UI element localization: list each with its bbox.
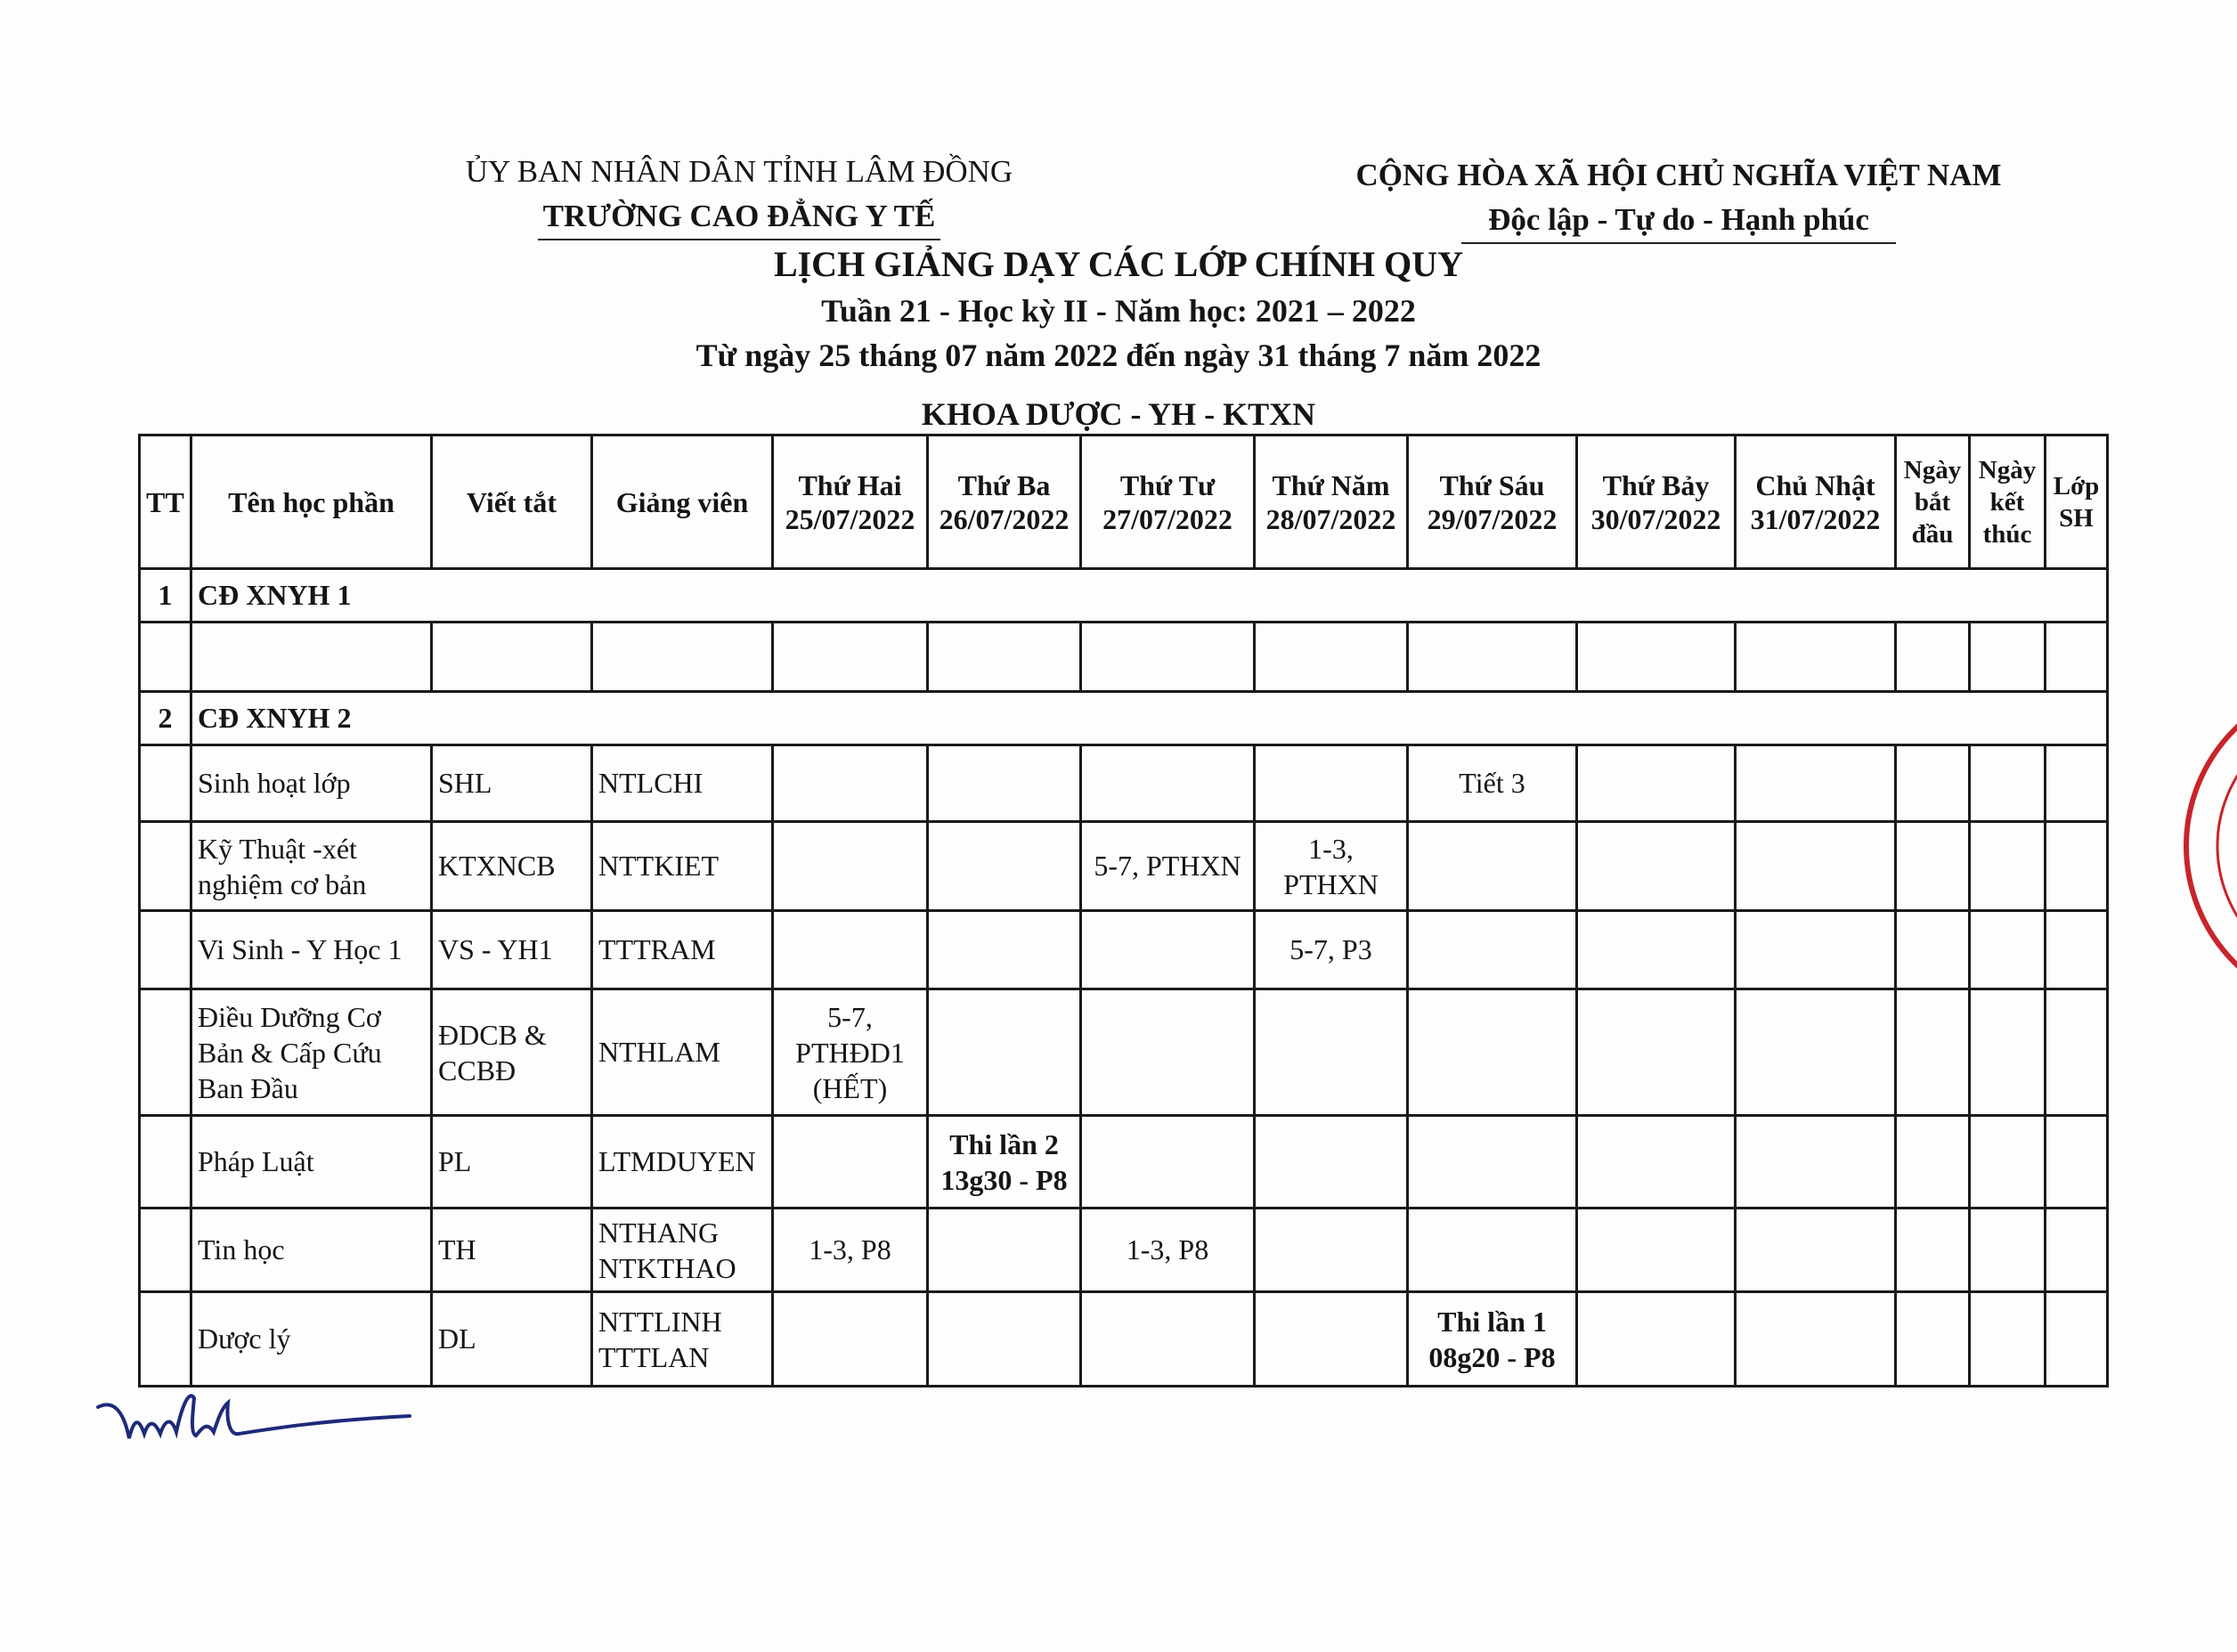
cell-thu: 5-7, P3	[1255, 911, 1408, 989]
cell-fri: Tiết 3	[1408, 745, 1577, 822]
empty-row	[140, 623, 2108, 692]
cell-sun	[1736, 822, 1896, 911]
cell-sat	[1577, 745, 1736, 822]
course-abbr: ĐDCB & CCBĐ	[432, 989, 592, 1116]
cell-sun	[1736, 1208, 1896, 1292]
cell-wed: 1-3, P8	[1081, 1208, 1255, 1292]
group-row	[140, 692, 2108, 745]
cell-fri	[1408, 1208, 1577, 1292]
table-row	[140, 911, 2108, 989]
col-abbr: Viết tắt	[432, 435, 592, 569]
cell-tue	[928, 911, 1081, 989]
cell-tue	[928, 989, 1081, 1116]
lecturer: NTHLAM	[592, 989, 773, 1116]
col-sun: Chủ Nhật 31/07/2022	[1736, 435, 1896, 569]
table-row	[140, 745, 2108, 822]
cell-wed: 5-7, PTHXN	[1081, 822, 1255, 911]
col-thu: Thứ Năm 28/07/2022	[1255, 435, 1408, 569]
course-name: Điều Dưỡng Cơ Bản & Cấp Cứu Ban Đầu	[191, 989, 432, 1116]
cell-sun	[1736, 1292, 1896, 1387]
cell-wed	[1081, 1292, 1255, 1387]
national-header	[1291, 153, 2066, 244]
issuer-header	[374, 150, 1104, 240]
cell-thu	[1255, 745, 1408, 822]
document-title: LỊCH GIẢNG DẠY CÁC LỚP CHÍNH QUY	[773, 244, 1464, 284]
department-name: KHOA DƯỢC - YH - KTXN	[921, 396, 1316, 432]
cell-mon	[773, 1292, 928, 1387]
cell-wed	[1081, 911, 1255, 989]
course-name: Kỹ Thuật -xét nghiệm cơ bản	[191, 822, 432, 911]
cell-mon: 5-7, PTHĐD1 (HẾT)	[773, 989, 928, 1116]
cell-thu	[1255, 1116, 1408, 1208]
col-fri: Thứ Sáu 29/07/2022	[1408, 435, 1577, 569]
table-row	[140, 1208, 2108, 1292]
cell-mon: 1-3, P8	[773, 1208, 928, 1292]
cell-sat	[1577, 1116, 1736, 1208]
cell-fri: Thi lần 1 08g20 - P8	[1408, 1292, 1577, 1387]
cell-thu	[1255, 989, 1408, 1116]
cell-mon	[773, 745, 928, 822]
lecturer: NTHANG NTKTHAO	[592, 1208, 773, 1292]
national-title: CỘNG HÒA XÃ HỘI CHỦ NGHĨA VIỆT NAM	[1355, 158, 2002, 192]
cell-tue: Thi lần 2 13g30 - P8	[928, 1116, 1081, 1208]
course-name: Vi Sinh - Y Học 1	[191, 911, 432, 989]
cell-sat	[1577, 1292, 1736, 1387]
group-number: 2	[140, 692, 191, 745]
cell-sun	[1736, 1116, 1896, 1208]
cell-sun	[1736, 989, 1896, 1116]
course-abbr: KTXNCB	[432, 822, 592, 911]
cell-wed	[1081, 1116, 1255, 1208]
cell-thu	[1255, 1208, 1408, 1292]
stamp-icon	[2173, 659, 2237, 1033]
document-titles	[0, 240, 2237, 436]
cell-sun	[1736, 745, 1896, 822]
col-end-date: Ngày kết thúc	[1970, 435, 2046, 569]
date-range: Từ ngày 25 tháng 07 năm 2022 đến ngày 31 tháng 7 năm 2022	[696, 338, 1541, 373]
course-abbr: SHL	[432, 745, 592, 822]
cell-tue	[928, 745, 1081, 822]
schedule-table	[138, 434, 2109, 1388]
cell-tue	[928, 822, 1081, 911]
issuer-authority: ỦY BAN NHÂN DÂN TỈNH LÂM ĐỒNG	[465, 154, 1013, 189]
lecturer: LTMDUYEN	[592, 1116, 773, 1208]
course-abbr: PL	[432, 1116, 592, 1208]
cell-sat	[1577, 911, 1736, 989]
lecturer: NTTKIET	[592, 822, 773, 911]
col-mon: Thứ Hai 25/07/2022	[773, 435, 928, 569]
signature-icon	[89, 1380, 427, 1461]
course-abbr: VS - YH1	[432, 911, 592, 989]
col-wed: Thứ Tư 27/07/2022	[1081, 435, 1255, 569]
table-row	[140, 1292, 2108, 1387]
cell-fri	[1408, 911, 1577, 989]
table-header-row	[140, 435, 2108, 569]
col-lecturer: Giảng viên	[592, 435, 773, 569]
group-number: 1	[140, 569, 191, 623]
cell-thu: 1-3, PTHXN	[1255, 822, 1408, 911]
cell-tue	[928, 1292, 1081, 1387]
col-course: Tên học phần	[191, 435, 432, 569]
course-name: Pháp Luật	[191, 1116, 432, 1208]
cell-mon	[773, 911, 928, 989]
course-abbr: TH	[432, 1208, 592, 1292]
cell-fri	[1408, 822, 1577, 911]
col-tue: Thứ Ba 26/07/2022	[928, 435, 1081, 569]
cell-sat	[1577, 1208, 1736, 1292]
table-row	[140, 822, 2108, 911]
cell-sun	[1736, 911, 1896, 989]
col-start-date: Ngày bắt đầu	[1896, 435, 1970, 569]
cell-wed	[1081, 745, 1255, 822]
cell-mon	[773, 1116, 928, 1208]
cell-sat	[1577, 989, 1736, 1116]
cell-thu	[1255, 1292, 1408, 1387]
col-tt: TT	[140, 435, 191, 569]
cell-sat	[1577, 822, 1736, 911]
lecturer: TTTRAM	[592, 911, 773, 989]
national-motto: Độc lập - Tự do - Hạnh phúc	[1461, 198, 1896, 244]
group-name: CĐ XNYH 1	[191, 569, 2108, 623]
table-row	[140, 1116, 2108, 1208]
col-sat: Thứ Bảy 30/07/2022	[1577, 435, 1736, 569]
cell-fri	[1408, 989, 1577, 1116]
cell-wed	[1081, 989, 1255, 1116]
group-name: CĐ XNYH 2	[191, 692, 2108, 745]
cell-tue	[928, 1208, 1081, 1292]
col-class: Lớp SH	[2046, 435, 2108, 569]
course-name: Sinh hoạt lớp	[191, 745, 432, 822]
course-name: Dược lý	[191, 1292, 432, 1387]
cell-fri	[1408, 1116, 1577, 1208]
lecturer: NTLCHI	[592, 745, 773, 822]
document-subtitle: Tuần 21 - Học kỳ II - Năm học: 2021 – 2022	[821, 293, 1416, 329]
table-row	[140, 989, 2108, 1116]
cell-mon	[773, 822, 928, 911]
lecturer: NTTLINH TTTLAN	[592, 1292, 773, 1387]
course-name: Tin học	[191, 1208, 432, 1292]
group-row	[140, 569, 2108, 623]
course-abbr: DL	[432, 1292, 592, 1387]
issuer-school: TRƯỜNG CAO ĐẲNG Y TẾ	[538, 194, 941, 240]
